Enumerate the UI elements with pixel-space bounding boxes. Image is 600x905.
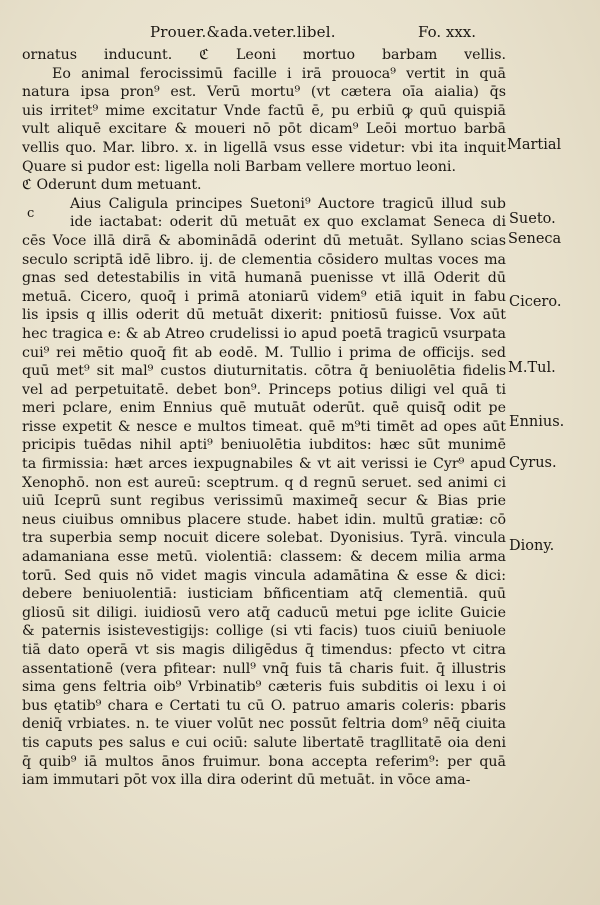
text-line: Aius Caligula principes Suetoni⁹ Auctore tragicū illud sub [70,195,506,212]
text-line: meri pclare, enim Ennius quē mutuāt oderūt. quē quisq̄ odit pe [22,400,506,417]
text-line: sima gens feltria oib⁹ Vrbinatib⁹ cæteris fuis subditis oi lexu i oi [22,679,506,696]
text-line: gliosū sit diligi. iuidiosū vero atq̄ caducū metui pge iclite Guicie [22,604,506,621]
text-line: adamaniana esse metū. violentiā: classem: & decem milia arma [22,549,506,566]
text-line: iam immutari pōt vox illa dira oderint dū metuāt. in vōce ama- [22,772,471,789]
margin-note-ennius: Ennius. [509,414,565,430]
text-line: risse expetit & nesce e multos timeat. quē m⁹ti timēt ad opes aūt [22,418,506,435]
text-line: quū met⁹ sit mal⁹ custos diuturnitatis. cōtra q̄ beniuolētia fidelis [22,363,506,380]
margin-note-cicero: Cicero. [509,294,562,310]
text-line: vel ad perpetuitatē. debet bon⁹. Princeps potius diligi vel quā ti [22,381,506,398]
section-heading: ℭ Oderunt dum metuant. [22,177,202,194]
text-line: seculo scriptā idē libro. ij. de clementia cōsidero multas voces ma [22,251,506,268]
margin-note-seneca: Seneca [508,231,562,247]
text-line: torū. Sed quis nō videt magis vincula adamātina & esse & dici: [22,567,506,584]
text-line: tiā dato operā vt sis magis diligēdus q̄ timendus: pfecto vt citra [22,642,506,658]
text-line: tis caputs pes salus e cui ociū: salute libertatē tragllitatē oia deni [22,734,506,751]
text-line: Xenophō. non est aureū: sceptrum. q d regnū seruet. sed animi ci [22,474,506,491]
text-line: debere beniuolentiā: iusticiam bñficentiam atq̄ clementiā. quū [22,586,506,603]
text-line: neus ciuibus omnibus placere stude. habet idin. multū gratiæ: cō [22,511,506,528]
margin-note-martial: Martial [507,137,562,153]
text-line: deniq̄ vrbiates. n. te viuer volūt nec possūt feltria dom⁹ nēq̄ ciuita [22,716,506,733]
text-line: hec tragica e: & ab Atreo crudelissi io apud poetā tragicū vsurpata [22,325,506,342]
text-line: ta firmissia: hæt arces iexpugnabiles & vt ait verissi ie Cyr⁹ apud [22,456,506,473]
text-line: tra superbia semp nocuit dicere solebat. Dyonisius. Tyrā. vincula [22,530,506,547]
text-line: & paternis isistevestigijs: collige (si vti facis) tuos ciuiū beniuole [22,623,506,640]
margin-note-mtul: M.Tul. [508,360,556,376]
text-line: vellis quo. Mar. libro. x. in ligellā vsus esse videtur: vbi ita inquit [22,139,506,156]
text-line: Eo animal ferocissimū facille i irā prouoca⁹ vertit in quā [52,65,506,82]
text-line: ide iactabat: oderit dū metuāt ex quo exclamat Seneca di [70,214,506,231]
text-line: q̄ quib⁹ iā multos ānos fruimur. bona accepta referim⁹: per quā [22,753,506,770]
folio-number: Fo. xxx. [418,23,477,41]
margin-note-cyrus: Cyrus. [509,455,557,471]
text-line: cēs Voce illā dirā & abominādā oderint dū metuāt. Syllano scias [22,232,506,249]
text-line: cui⁹ rei mētio quoq̄ fit ab eodē. M. Tullio i prima de officijs. sed [22,344,506,361]
text-line: pricipis tuēdas nihil apti⁹ beniuolētia iubditos: hæc sūt munimē [22,437,506,454]
text-line: lis ipsis q illis oderit dū metuāt dixerit: pnitiosū fuisse. Vox aūt [22,307,506,324]
margin-note-sueto: Sueto. [509,211,556,227]
page-header [0,23,600,45]
text-line: assentationē (vera pfitear: null⁹ vnq̄ fuis tā charis fuit. q̄ illustris [22,660,506,677]
text-line: gnas sed detestabilis in vitā humanā puenisse vt illā Oderit dū [22,270,506,287]
text-line: ornatus inducunt. ℭ Leoni mortuo barbam vellis. [22,47,506,63]
text-line: vult aliquē excitare & moueri nō pōt dicam⁹ Leōi mortuo barbā [22,121,506,138]
guide-letter: c [27,206,35,221]
main-text-block [22,46,506,790]
running-head: Prouer.&ada.veter.libel. [150,23,336,41]
text-line: uis irritet⁹ mime excitatur Vnde factū ē, pu erbiū ꝙ quū quispiā [22,102,506,119]
text-line: uiū Iceprū sunt regibus verissimū maximeq̄ secur & Bias prie [22,493,506,510]
margin-note-diony: Diony. [509,538,555,554]
text-line: metuā. Cicero, quoq̄ i primā atoniarū videm⁹ etiā iquit in fabu [22,288,506,305]
text-line: natura ipsa pron⁹ est. Verū mortu⁹ (vt cætera oīa aialia) q̄s [22,84,506,101]
text-line: bus ętatib⁹ chara e Certati tu cū O. patruo amaris coleris: pbaris [22,697,506,714]
text-line: Quare si pudor est: ligella noli Barbam vellere mortuo leoni. [22,158,456,175]
